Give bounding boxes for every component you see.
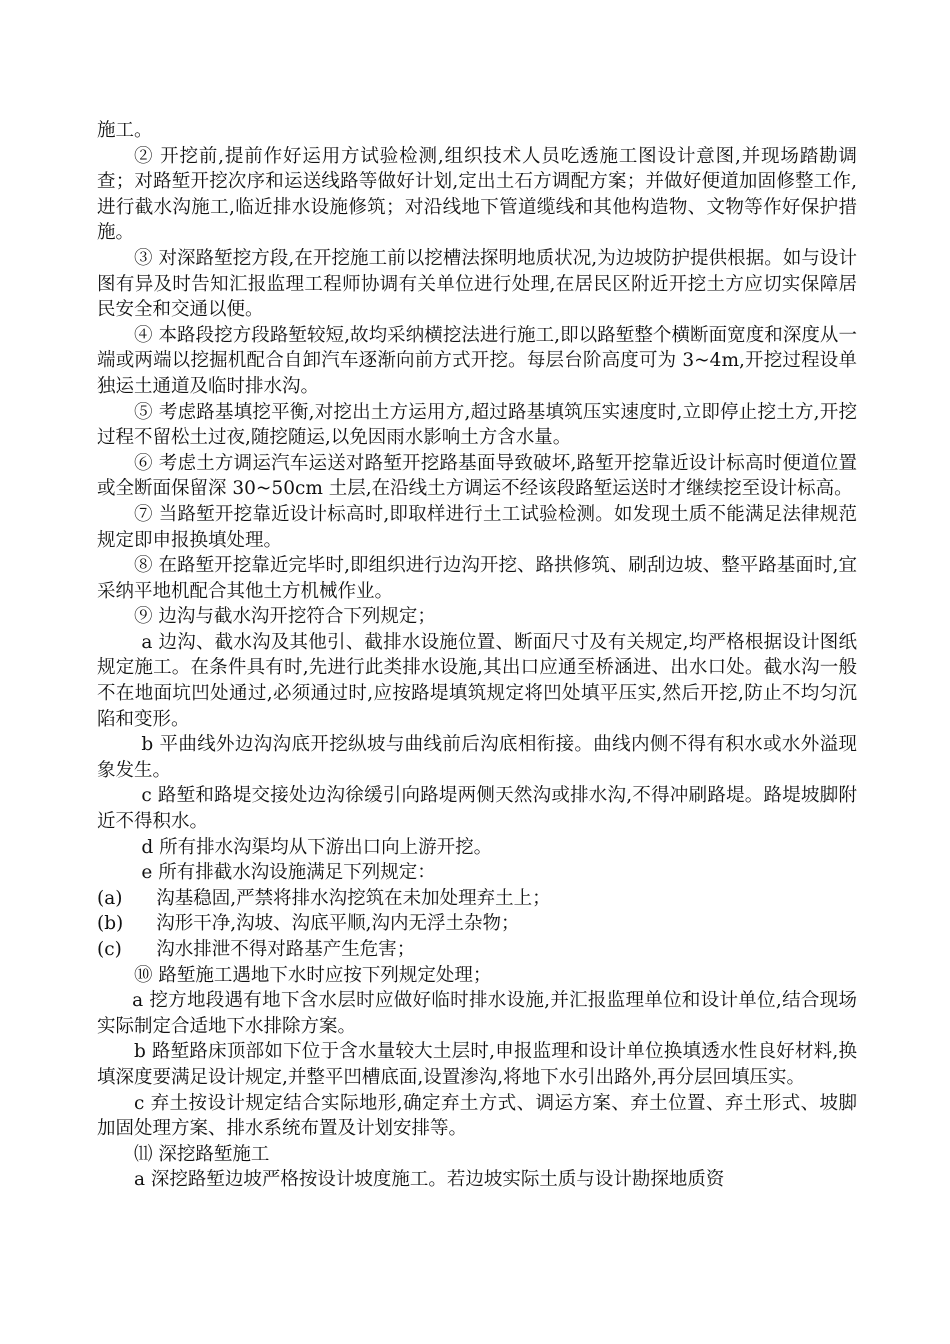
paragraph-item-3: ③ 对深路堑挖方段,在开挖施工前以挖槽法探明地质状况,为边坡防护提供根据。如与设计图有异及时告知汇报监理工程师协调有关单位进行处理,在居民区附近开挖土方应切实保障居民安全和交通以便。 [97,247,857,321]
sub-item-label: (a) [97,887,123,909]
paragraph-item-9: ⑨ 边沟与截水沟开挖符合下列规定； [134,606,436,628]
paragraph-item-9a: a 边沟、截水沟及其他引、截排水设施位置、断面尺寸及有关规定,均严格根据设计图纸规定施工。在条件具有时,先进行此类排水设施,其出口应通至桥涵进、出水口处。截水沟一般不在地面坑凹处通过,必须通过时,应按路堤填筑规定将凹处填平压实,然后开挖,防止不均匀沉陷和变形。 [97,631,857,730]
paragraph-item-10c: c 弃土按设计规定结合实际地形,确定弃土方式、调运方案、弃土位置、弃土形式、坡脚加固处理方案、排水系统布置及计划安排等。 [97,1092,857,1140]
sub-item-label: (b) [97,913,124,935]
paragraph-item-9d: d 所有排水沟渠均从下游出口向上游开挖。 [141,836,493,858]
sub-item-label: (c) [97,939,122,960]
paragraph-item-10b: b 路堑路床顶部如下位于含水量较大土层时,申报监理和设计单位换填透水性良好材料,换填深度要满足设计规定,并整平凹槽底面,设置渗沟,将地下水引出路外,再分层回填压实。 [97,1041,857,1088]
sub-item-text: 沟形干净,沟坡、沟底平顺,沟内无浮土杂物； [156,913,520,935]
sub-item-text: 沟基稳固,严禁将排水沟挖筑在未加处理弃土上； [156,887,551,909]
paragraph-item-2: ② 开挖前,提前作好运用方试验检测,组织技术人员吃透施工图设计意图,并现场踏勘调查；对路堑开挖次序和运送线路等做好计划,定出土石方调配方案；并做好便道加固修整工作,进行截水沟施工,临近排水设施修筑；对沿线地下管道缆线和其他构造物、文物等作好保护措施。 [97,145,857,244]
paragraph-item-5: ⑤ 考虑路基填挖平衡,对挖出土方运用方,超过路基填筑压实速度时,立即停止挖土方,开挖过程不留松土过夜,随挖随运,以免因雨水影响土方含水量。 [97,401,857,449]
paragraph-item-4: ④ 本路段挖方段路堑较短,故均采纳横挖法进行施工,即以路堑整个横断面宽度和深度从一端或两端以挖掘机配合自卸汽车逐渐向前方式开挖。每层台阶高度可为 3~4m,开挖过程设单独运土通道及临时排水沟。 [97,324,857,397]
paragraph-item-6: ⑥ 考虑土方调运汽车运送对路堑开挖路基面导致破坏,路堑开挖靠近设计标高时便道位置或全断面保留深 30~50cm 土层,在沿线土方调运不经该段路堑运送时才继续挖至设计标高。 [97,452,857,500]
paragraph-item-9e: e 所有排截水沟设施满足下列规定： [141,862,436,884]
sub-item-a [97,886,857,912]
paragraph-continuation: 施工。 [97,120,153,141]
document-body [97,118,857,1193]
paragraph-item-10: ⑩ 路堑施工遇地下水时应按下列规定处理； [134,964,492,986]
paragraph-item-10a: a 挖方地段遇有地下含水层时应做好临时排水设施,并汇报监理单位和设计单位,结合现场实际制定合适地下水排除方案。 [97,990,857,1037]
paragraph-item-11a: a 深挖路堑边坡严格按设计坡度施工。若边坡实际土质与设计勘探地质资 [134,1169,725,1191]
sub-item-c [97,937,857,963]
paragraph-item-9b: b 平曲线外边沟沟底开挖纵坡与曲线前后沟底相衔接。曲线内侧不得有积水或水外溢现象发生。 [97,734,857,781]
sub-item-b [97,911,857,937]
paragraph-item-7: ⑦ 当路堑开挖靠近设计标高时,即取样进行土工试验检测。如发现土质不能满足法律规范规定即申报换填处理。 [97,503,857,551]
paragraph-item-11: ⑾ 深挖路堑施工 [134,1143,270,1165]
paragraph-item-8: ⑧ 在路堑开挖靠近完毕时,即组织进行边沟开挖、路拱修筑、刷刮边坡、整平路基面时,宜采纳平地机配合其他土方机械作业。 [97,555,857,602]
paragraph-item-9c: c 路堑和路堤交接处边沟徐缓引向路堤两侧天然沟或排水沟,不得冲刷路堤。路堤坡脚附近不得积水。 [97,785,857,833]
sub-item-text: 沟水排泄不得对路基产生危害； [156,939,416,960]
